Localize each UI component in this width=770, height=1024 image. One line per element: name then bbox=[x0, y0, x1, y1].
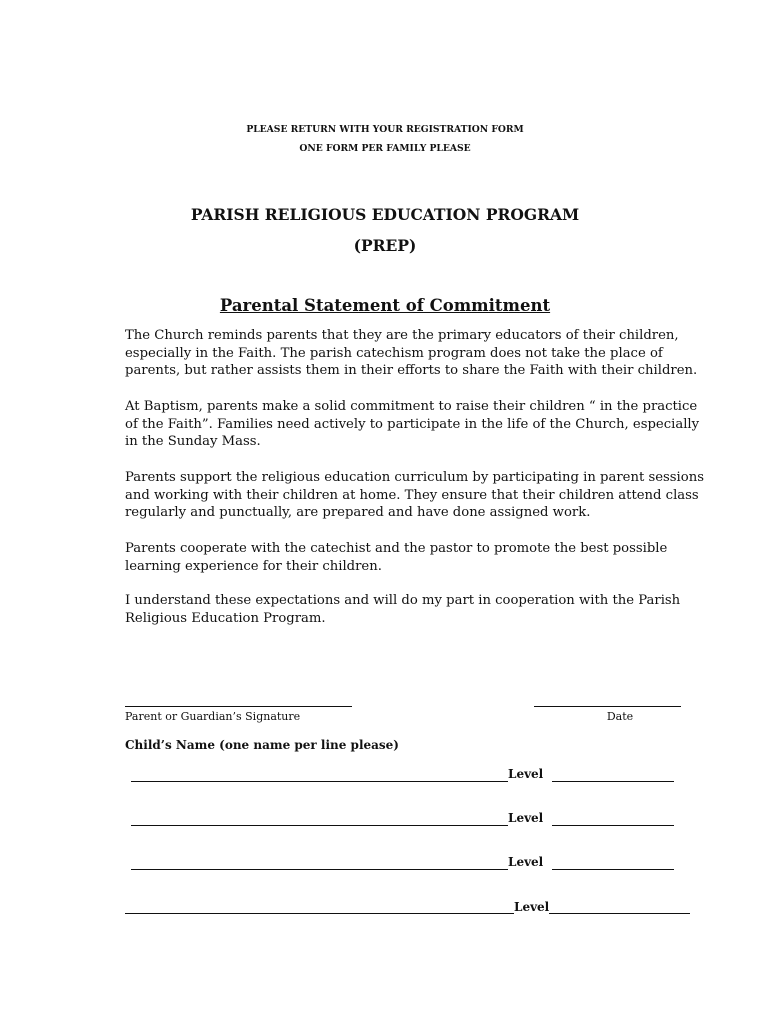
paragraph-1: The Church reminds parents that they are the primary educators of their children, especially in the Faith. The parish catechism program does not take the place of parents, but rather assists them in their efforts to share the Faith with their children. bbox=[125, 328, 698, 379]
child-name-field[interactable] bbox=[131, 813, 508, 826]
level-field[interactable] bbox=[552, 857, 674, 870]
level-field[interactable] bbox=[549, 901, 690, 914]
date-field[interactable] bbox=[534, 706, 681, 707]
level-label: Level bbox=[514, 900, 550, 914]
level-field[interactable] bbox=[552, 813, 674, 826]
paragraph-3: Parents support the religious education curriculum by participating in parent sessions and working with their children at home. They ensure that their children attend class regularly and punctually, are prepared and have done assigned work. bbox=[125, 470, 704, 521]
program-acronym: (PREP) bbox=[353, 236, 417, 255]
paragraph-5: I understand these expectations and will do my part in cooperation with the Parish Religious Education Program. bbox=[125, 593, 681, 626]
statement-heading: Parental Statement of Commitment bbox=[219, 296, 551, 315]
child-name-field[interactable] bbox=[125, 901, 514, 914]
parent-signature-field[interactable] bbox=[125, 706, 352, 707]
return-notice: PLEASE RETURN WITH YOUR REGISTRATION FORM bbox=[246, 124, 524, 135]
parent-signature-label: Parent or Guardian’s Signature bbox=[125, 710, 301, 723]
child-name-field[interactable] bbox=[131, 857, 508, 870]
child-name-heading: Child’s Name (one name per line please) bbox=[125, 738, 399, 752]
child-name-field[interactable] bbox=[131, 769, 508, 782]
level-field[interactable] bbox=[552, 769, 674, 782]
one-form-notice: ONE FORM PER FAMILY PLEASE bbox=[299, 143, 471, 154]
date-label: Date bbox=[606, 710, 634, 723]
paragraph-4: Parents cooperate with the catechist and the pastor to promote the best possible learning experience for their children. bbox=[125, 541, 668, 574]
level-label: Level bbox=[508, 855, 544, 869]
paragraph-2: At Baptism, parents make a solid commitment to raise their children “ in the practice of the Faith”. Families need actively to participate in the life of the Church, especially in the Sunday Mass. bbox=[125, 399, 700, 450]
level-label: Level bbox=[508, 811, 544, 825]
program-title: PARISH RELIGIOUS EDUCATION PROGRAM bbox=[190, 205, 580, 224]
level-label: Level bbox=[508, 767, 544, 781]
